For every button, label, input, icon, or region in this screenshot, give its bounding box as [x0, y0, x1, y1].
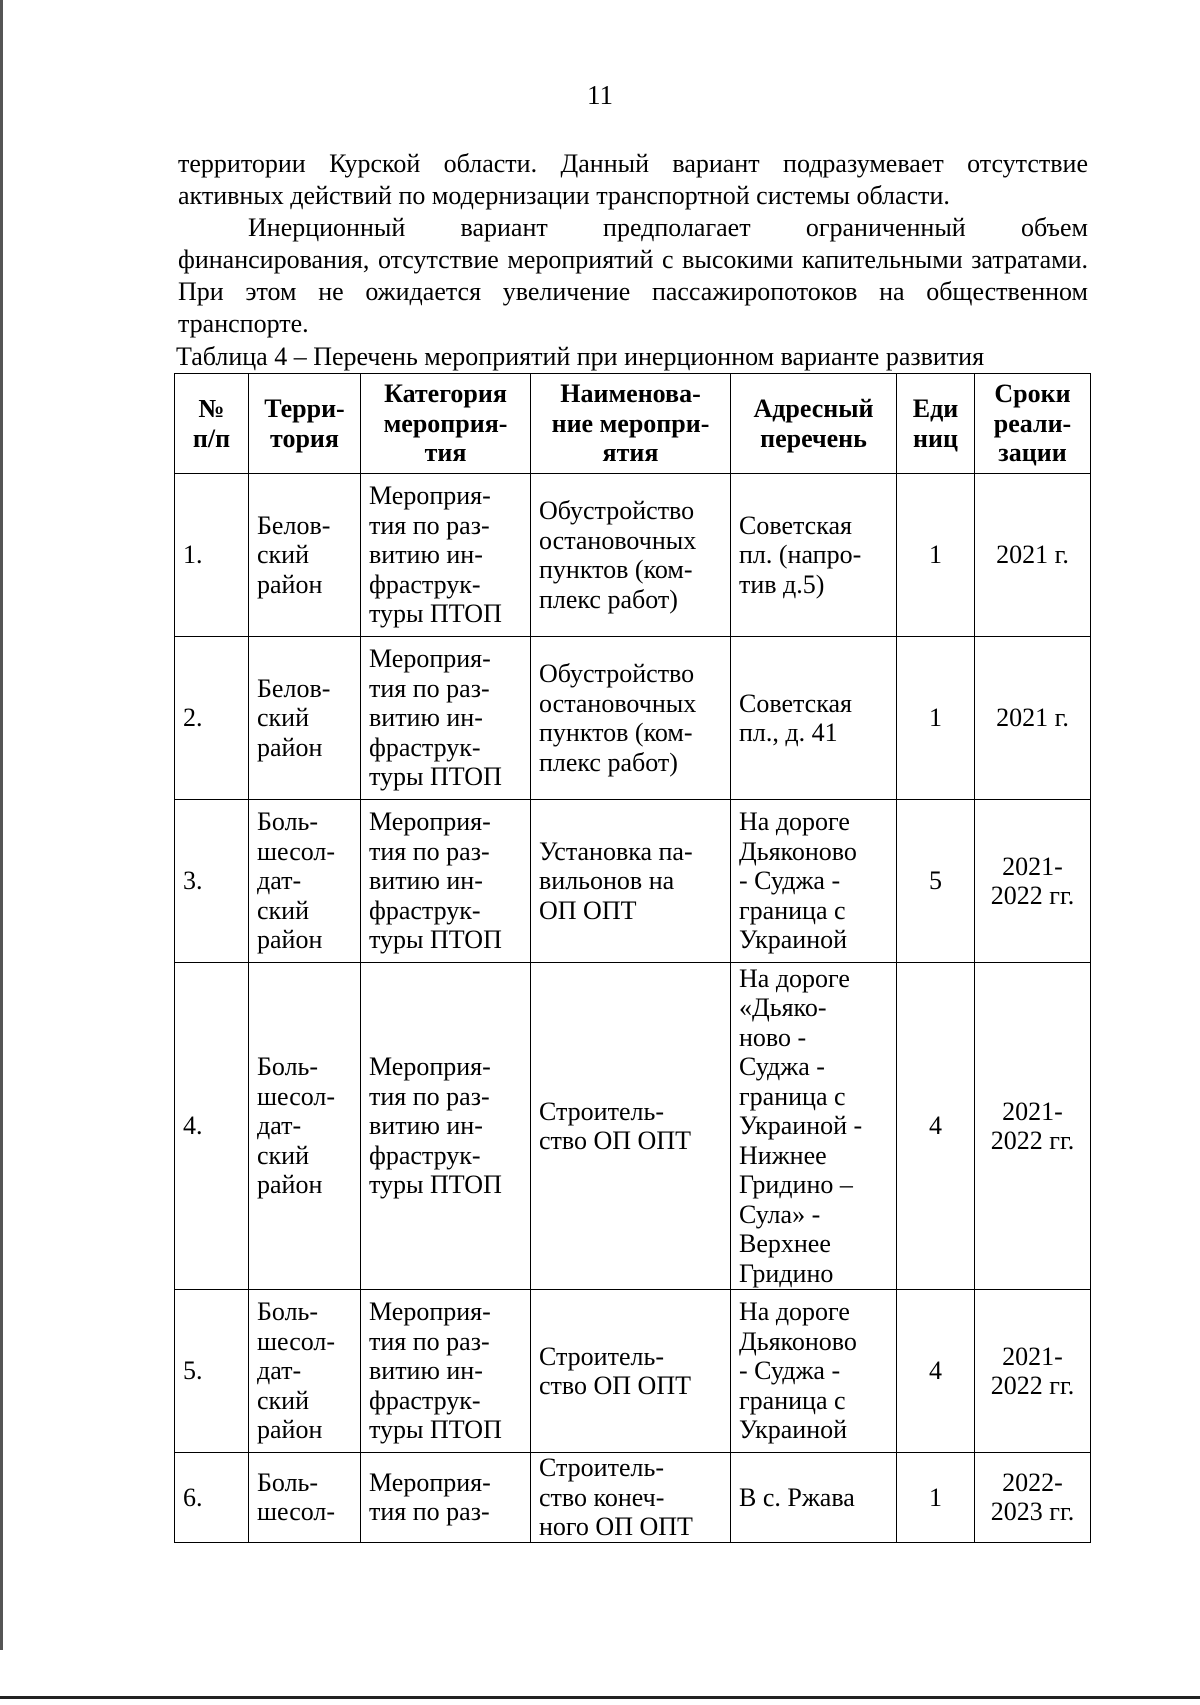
header-cell-address: Адресный перечень	[731, 374, 897, 474]
cell-territory: Боль- шесол- дат- ский район	[249, 1290, 361, 1453]
cell-category: Мероприя- тия по раз- витию ин- фраструк- туры ПТОП	[361, 1290, 531, 1453]
table-caption: Таблица 4 – Перечень мероприятий при инерционном варианте развития	[176, 342, 985, 371]
header-cell-number: № п/п	[175, 374, 249, 474]
cell-event-name: Установка па- вильонов на ОП ОПТ	[531, 800, 731, 963]
cell-territory: Белов- ский район	[249, 474, 361, 637]
cell-address: На дороге Дьяконово - Суджа - граница с Украиной	[731, 800, 897, 963]
scan-left-edge	[0, 0, 3, 1650]
table-row	[175, 1453, 1091, 1543]
cell-territory: Боль- шесол- дат- ский район	[249, 963, 361, 1290]
cell-period: 2022- 2023 гг.	[975, 1453, 1091, 1543]
cell-address: Советская пл., д. 41	[731, 637, 897, 800]
cell-units: 1	[897, 1453, 975, 1543]
cell-address: Советская пл. (напро- тив д.5)	[731, 474, 897, 637]
scan-bottom-edge	[0, 1696, 1200, 1699]
paragraph-2: Инерционный вариант предполагает ограниченный объем финансирования, отсутствие мероприятий с высокими капительными затратами. При этом не ожидается увеличение пассажиропотоков на общественном транспорте.	[178, 213, 1088, 338]
cell-number: 6.	[175, 1453, 249, 1543]
header-cell-event-name: Наименова- ние меропри- ятия	[531, 374, 731, 474]
cell-event-name: Обустройство остановочных пунктов (ком- плекс работ)	[531, 474, 731, 637]
table-row	[175, 963, 1091, 1290]
cell-category: Мероприя- тия по раз- витию ин- фраструк- туры ПТОП	[361, 474, 531, 637]
cell-address: В с. Ржава	[731, 1453, 897, 1543]
header-cell-period: Сроки реали- зации	[975, 374, 1091, 474]
cell-category: Мероприя- тия по раз-	[361, 1453, 531, 1543]
cell-category: Мероприя- тия по раз- витию ин- фраструк- туры ПТОП	[361, 800, 531, 963]
cell-territory: Боль- шесол-	[249, 1453, 361, 1543]
header-cell-territory: Терри- тория	[249, 374, 361, 474]
table-header-row	[175, 374, 1091, 474]
cell-address: На дороге Дьяконово - Суджа - граница с Украиной	[731, 1290, 897, 1453]
cell-event-name: Строитель- ство конеч- ного ОП ОПТ	[531, 1453, 731, 1543]
cell-period: 2021- 2022 гг.	[975, 1290, 1091, 1453]
cell-number: 2.	[175, 637, 249, 800]
cell-event-name: Строитель- ство ОП ОПТ	[531, 1290, 731, 1453]
cell-units: 4	[897, 963, 975, 1290]
cell-number: 1.	[175, 474, 249, 637]
cell-units: 5	[897, 800, 975, 963]
cell-number: 5.	[175, 1290, 249, 1453]
cell-units: 1	[897, 637, 975, 800]
table-row	[175, 637, 1091, 800]
cell-period: 2021 г.	[975, 474, 1091, 637]
cell-number: 4.	[175, 963, 249, 1290]
header-cell-category: Категория мероприя- тия	[361, 374, 531, 474]
cell-territory: Боль- шесол- дат- ский район	[249, 800, 361, 963]
page-number: 11	[587, 80, 613, 110]
table-row	[175, 474, 1091, 637]
cell-number: 3.	[175, 800, 249, 963]
table-row	[175, 1290, 1091, 1453]
cell-units: 1	[897, 474, 975, 637]
cell-event-name: Обустройство остановочных пунктов (ком- плекс работ)	[531, 637, 731, 800]
cell-event-name: Строитель- ство ОП ОПТ	[531, 963, 731, 1290]
cell-address: На дороге «Дьяко- ново - Суджа - граница с Украиной - Нижнее Гридино – Сула» - Верхнее Гридино	[731, 963, 897, 1290]
cell-period: 2021- 2022 гг.	[975, 963, 1091, 1290]
cell-category: Мероприя- тия по раз- витию ин- фраструк- туры ПТОП	[361, 637, 531, 800]
cell-territory: Белов- ский район	[249, 637, 361, 800]
cell-period: 2021 г.	[975, 637, 1091, 800]
cell-period: 2021- 2022 гг.	[975, 800, 1091, 963]
events-table	[174, 373, 1091, 1543]
paragraph-1: территории Курской области. Данный вариант подразумевает отсутствие активных действий по модернизации транспортной системы области.	[178, 149, 1088, 210]
table-row	[175, 800, 1091, 963]
header-cell-units: Еди ниц	[897, 374, 975, 474]
cell-units: 4	[897, 1290, 975, 1453]
cell-category: Мероприя- тия по раз- витию ин- фраструк- туры ПТОП	[361, 963, 531, 1290]
